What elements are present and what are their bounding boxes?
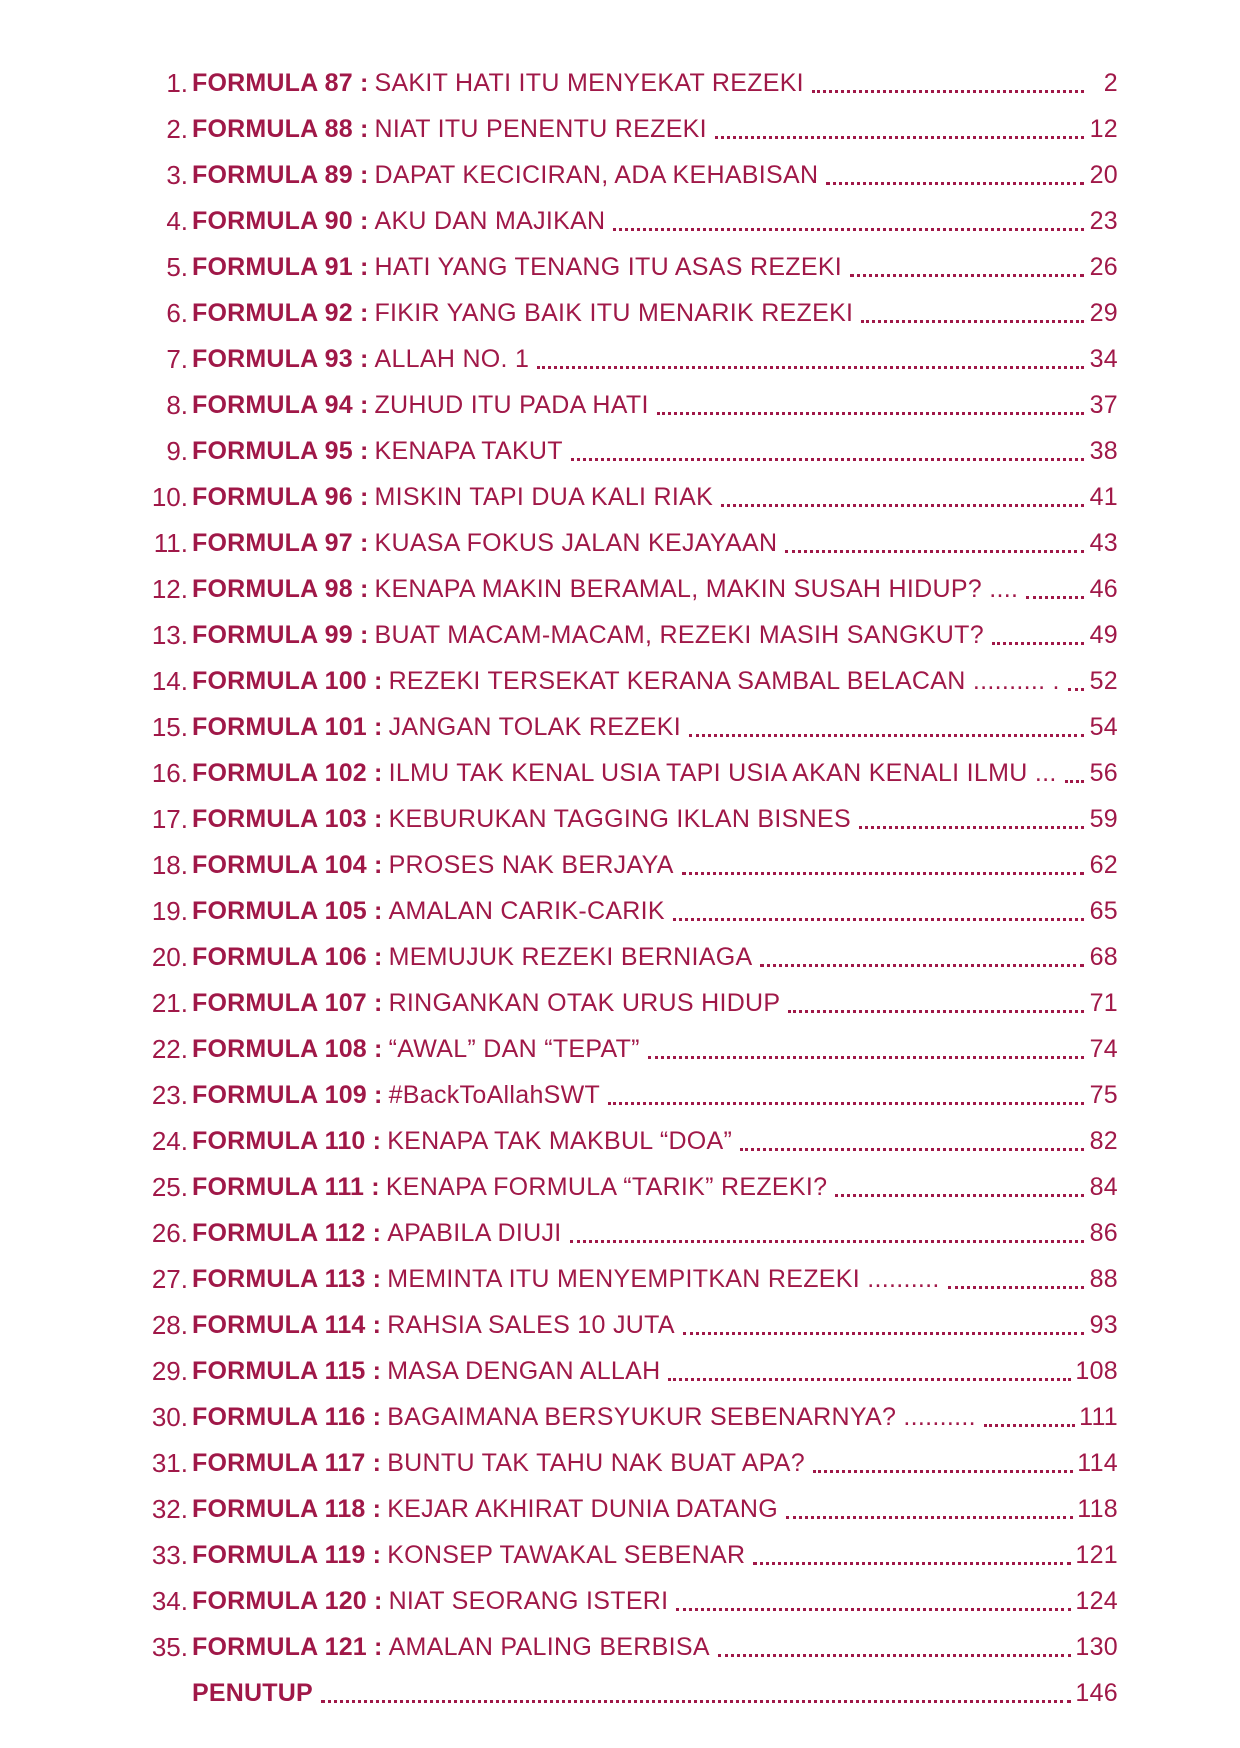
entry-page-number: 130 [1075, 1633, 1118, 1661]
entry-line [192, 244, 1118, 290]
entry-number: 24. [151, 1126, 188, 1156]
entry-line [192, 1118, 1118, 1164]
entry-number: 18. [151, 850, 188, 880]
entry-line [192, 1578, 1118, 1624]
entry-label: FORMULA 115 : [192, 1357, 382, 1385]
dot-leader [992, 642, 1084, 645]
entry-number: 10. [151, 482, 188, 512]
entry-page-number: 41 [1089, 483, 1118, 511]
entry-label: FORMULA 90 : [192, 207, 369, 235]
entry-number: 3. [166, 160, 188, 190]
entry-title: JANGAN TOLAK REZEKI [388, 713, 681, 741]
toc-entry[interactable] [138, 474, 1118, 520]
entry-number: 11. [153, 528, 188, 558]
dot-leader [984, 1424, 1075, 1427]
entry-title: REZEKI TERSEKAT KERANA SAMBAL BELACAN .......... . [388, 667, 1060, 695]
entry-page-number: 108 [1075, 1357, 1118, 1385]
entry-label: FORMULA 99 : [192, 621, 369, 649]
entry-line [192, 1256, 1118, 1302]
entry-line [192, 1394, 1118, 1440]
entry-label: PENUTUP [192, 1679, 313, 1707]
entry-page-number: 124 [1075, 1587, 1118, 1615]
entry-line [192, 1026, 1118, 1072]
entry-title: KUASA FOKUS JALAN KEJAYAAN [374, 529, 778, 557]
entry-label: FORMULA 95 : [192, 437, 369, 465]
entry-line [192, 1302, 1118, 1348]
entry-number: 32. [151, 1494, 188, 1524]
dot-leader [812, 90, 1084, 93]
entry-title: BAGAIMANA BERSYUKUR SEBENARNYA? .......... [387, 1403, 976, 1431]
entry-line [192, 198, 1118, 244]
entry-line [192, 980, 1118, 1026]
dot-leader [813, 1470, 1073, 1473]
dot-leader [850, 274, 1084, 277]
entry-label: FORMULA 93 : [192, 345, 369, 373]
dot-leader [570, 1240, 1084, 1243]
entry-line [192, 888, 1118, 934]
entry-line [192, 336, 1118, 382]
entry-page-number: 88 [1089, 1265, 1118, 1293]
entry-label: FORMULA 116 : [192, 1403, 382, 1431]
toc-entry[interactable] [138, 1440, 1118, 1486]
dot-leader [760, 964, 1084, 967]
toc-entry[interactable] [138, 612, 1118, 658]
entry-page-number: 38 [1089, 437, 1118, 465]
entry-line [192, 704, 1118, 750]
entry-label: FORMULA 112 : [192, 1219, 382, 1247]
toc-entry[interactable] [138, 1072, 1118, 1118]
toc-entry[interactable] [138, 336, 1118, 382]
entry-line [192, 1348, 1118, 1394]
dot-leader [613, 228, 1084, 231]
entry-label: FORMULA 120 : [192, 1587, 383, 1615]
toc-entry[interactable] [138, 382, 1118, 428]
entry-number: 22. [151, 1034, 188, 1064]
entry-title: KENAPA TAKUT [374, 437, 563, 465]
entry-line [192, 1670, 1118, 1716]
entry-label: FORMULA 111 : [192, 1173, 380, 1201]
toc-entry[interactable] [138, 704, 1118, 750]
toc-entry[interactable] [138, 152, 1118, 198]
entry-line [192, 1210, 1118, 1256]
entry-page-number: 62 [1089, 851, 1118, 879]
entry-page-number: 56 [1089, 759, 1118, 787]
dot-leader [785, 550, 1084, 553]
dot-leader [1026, 596, 1084, 599]
entry-title: HATI YANG TENANG ITU ASAS REZEKI [374, 253, 843, 281]
toc-entry[interactable] [138, 1348, 1118, 1394]
entry-number: 30. [151, 1402, 188, 1432]
entry-number: 7. [166, 344, 188, 374]
dot-leader [788, 1010, 1084, 1013]
entry-number: 13. [151, 620, 188, 650]
entry-number: 26. [151, 1218, 188, 1248]
entry-page-number: 71 [1089, 989, 1118, 1017]
entry-number: 23. [151, 1080, 188, 1110]
entry-title: KEBURUKAN TAGGING IKLAN BISNES [388, 805, 851, 833]
entry-line [192, 1164, 1118, 1210]
toc-entry[interactable] [138, 1210, 1118, 1256]
entry-line [192, 290, 1118, 336]
dot-leader [1068, 688, 1084, 691]
toc-entry[interactable] [138, 198, 1118, 244]
entry-label: FORMULA 113 : [192, 1265, 382, 1293]
entry-page-number: 121 [1075, 1541, 1118, 1569]
toc-entry[interactable] [138, 1118, 1118, 1164]
entry-label: FORMULA 114 : [192, 1311, 382, 1339]
dot-leader [321, 1700, 1072, 1703]
toc-entry[interactable] [138, 1624, 1118, 1670]
entry-number: 12. [151, 574, 188, 604]
entry-page-number: 49 [1089, 621, 1118, 649]
entry-page-number: 111 [1079, 1403, 1118, 1431]
entry-number: 35. [151, 1632, 188, 1662]
entry-title: RINGANKAN OTAK URUS HIDUP [388, 989, 781, 1017]
toc-entry[interactable] [138, 1026, 1118, 1072]
entry-label: FORMULA 118 : [192, 1495, 382, 1523]
entry-label: FORMULA 88 : [192, 115, 369, 143]
dot-leader [835, 1194, 1084, 1197]
entry-line [192, 520, 1118, 566]
toc-entry[interactable] [138, 1670, 1118, 1716]
entry-page-number: 26 [1089, 253, 1118, 281]
entry-label: FORMULA 121 : [192, 1633, 383, 1661]
entry-line [192, 474, 1118, 520]
entry-title: PROSES NAK BERJAYA [388, 851, 674, 879]
entry-page-number: 20 [1089, 161, 1118, 189]
toc-entry[interactable] [138, 796, 1118, 842]
toc-entry[interactable] [138, 750, 1118, 796]
toc-entry[interactable] [138, 1486, 1118, 1532]
entry-page-number: 52 [1089, 667, 1118, 695]
entry-title: MEMINTA ITU MENYEMPITKAN REZEKI .......... [387, 1265, 940, 1293]
entry-number: 20. [151, 942, 188, 972]
toc-entry[interactable] [138, 934, 1118, 980]
toc-entry[interactable] [138, 1532, 1118, 1578]
entry-title: MISKIN TAPI DUA KALI RIAK [374, 483, 714, 511]
entry-page-number: 34 [1089, 345, 1118, 373]
entry-title: AKU DAN MAJIKAN [374, 207, 606, 235]
dot-leader [689, 734, 1084, 737]
dot-leader [657, 412, 1084, 415]
entry-page-number: 2 [1103, 69, 1118, 97]
entry-line [192, 1486, 1118, 1532]
dot-leader [668, 1378, 1071, 1381]
entry-number: 21. [151, 988, 188, 1018]
entry-title: MEMUJUK REZEKI BERNIAGA [388, 943, 753, 971]
toc-entry[interactable] [138, 106, 1118, 152]
entry-line [192, 106, 1118, 152]
dot-leader [648, 1056, 1084, 1059]
entry-page-number: 82 [1089, 1127, 1118, 1155]
table-of-contents [138, 60, 1118, 1716]
toc-entry[interactable] [138, 1578, 1118, 1624]
entry-line [192, 566, 1118, 612]
entry-title: MASA DENGAN ALLAH [387, 1357, 661, 1385]
entry-page-number: 46 [1089, 575, 1118, 603]
entry-number: 27. [151, 1264, 188, 1294]
toc-entry[interactable] [138, 566, 1118, 612]
entry-line [192, 382, 1118, 428]
entry-title: KONSEP TAWAKAL SEBENAR [387, 1541, 746, 1569]
entry-label: FORMULA 87 : [192, 69, 369, 97]
entry-label: FORMULA 104 : [192, 851, 383, 879]
entry-label: FORMULA 97 : [192, 529, 369, 557]
entry-label: FORMULA 108 : [192, 1035, 383, 1063]
entry-page-number: 12 [1089, 115, 1118, 143]
toc-entry[interactable] [138, 1302, 1118, 1348]
dot-leader [676, 1608, 1071, 1611]
entry-page-number: 74 [1089, 1035, 1118, 1063]
entry-number: 28. [151, 1310, 188, 1340]
entry-number: 5. [166, 252, 188, 282]
entry-page-number: 84 [1089, 1173, 1118, 1201]
toc-entry[interactable] [138, 428, 1118, 474]
entry-label: FORMULA 96 : [192, 483, 369, 511]
entry-label: FORMULA 105 : [192, 897, 383, 925]
dot-leader [1065, 780, 1084, 783]
entry-title: #BackToAllahSWT [388, 1081, 601, 1109]
entry-title: KENAPA FORMULA “TARIK” REZEKI? [385, 1173, 828, 1201]
entry-label: FORMULA 100 : [192, 667, 383, 695]
entry-label: FORMULA 102 : [192, 759, 383, 787]
entry-number: 17. [151, 804, 188, 834]
entry-line [192, 152, 1118, 198]
entry-line [192, 428, 1118, 474]
entry-number: 6. [166, 298, 188, 328]
dot-leader [683, 1332, 1084, 1335]
entry-label: FORMULA 117 : [192, 1449, 382, 1477]
entry-line [192, 658, 1118, 704]
entry-title: KEJAR AKHIRAT DUNIA DATANG [387, 1495, 778, 1523]
entry-title: FIKIR YANG BAIK ITU MENARIK REZEKI [374, 299, 854, 327]
entry-line [192, 750, 1118, 796]
entry-page-number: 54 [1089, 713, 1118, 741]
entry-title: “AWAL” DAN “TEPAT” [388, 1035, 640, 1063]
entry-line [192, 60, 1118, 106]
toc-entry[interactable] [138, 520, 1118, 566]
toc-entry[interactable] [138, 980, 1118, 1026]
entry-title: RAHSIA SALES 10 JUTA [387, 1311, 675, 1339]
entry-line [192, 934, 1118, 980]
entry-label: FORMULA 109 : [192, 1081, 383, 1109]
entry-number: 25. [151, 1172, 188, 1202]
toc-entry[interactable] [138, 1164, 1118, 1210]
dot-leader [571, 458, 1084, 461]
entry-label: FORMULA 101 : [192, 713, 383, 741]
entry-line [192, 1072, 1118, 1118]
entry-line [192, 796, 1118, 842]
entry-title: NIAT SEORANG ISTERI [388, 1587, 669, 1615]
entry-line [192, 1624, 1118, 1670]
dot-leader [740, 1148, 1084, 1151]
entry-page-number: 114 [1077, 1449, 1118, 1477]
entry-number: 34. [151, 1586, 188, 1616]
toc-entry[interactable] [138, 1394, 1118, 1440]
entry-title: BUNTU TAK TAHU NAK BUAT APA? [387, 1449, 805, 1477]
entry-page-number: 43 [1089, 529, 1118, 557]
toc-entry[interactable] [138, 244, 1118, 290]
entry-title: AMALAN PALING BERBISA [388, 1633, 710, 1661]
entry-line [192, 1532, 1118, 1578]
dot-leader [948, 1286, 1084, 1289]
entry-number: 14. [151, 666, 188, 696]
entry-page-number: 59 [1089, 805, 1118, 833]
entry-line [192, 1440, 1118, 1486]
entry-page-number: 146 [1075, 1679, 1118, 1707]
dot-leader [859, 826, 1084, 829]
dot-leader [715, 136, 1084, 139]
toc-entry[interactable] [138, 60, 1118, 106]
dot-leader [608, 1102, 1084, 1105]
dot-leader [861, 320, 1084, 323]
dot-leader [786, 1516, 1073, 1519]
entry-page-number: 93 [1089, 1311, 1118, 1339]
entry-number: 8. [166, 390, 188, 420]
entry-line [192, 842, 1118, 888]
entry-number: 16. [151, 758, 188, 788]
entry-title: BUAT MACAM-MACAM, REZEKI MASIH SANGKUT? [374, 621, 984, 649]
dot-leader [721, 504, 1084, 507]
entry-label: FORMULA 107 : [192, 989, 383, 1017]
toc-entry[interactable] [138, 290, 1118, 336]
entry-number: 29. [151, 1356, 188, 1386]
entry-label: FORMULA 91 : [192, 253, 369, 281]
entry-label: FORMULA 89 : [192, 161, 369, 189]
entry-number: 4. [166, 206, 188, 236]
entry-title: DAPAT KECICIRAN, ADA KEHABISAN [374, 161, 819, 189]
entry-title: SAKIT HATI ITU MENYEKAT REZEKI [374, 69, 804, 97]
entry-number: 33. [151, 1540, 188, 1570]
entry-label: FORMULA 94 : [192, 391, 369, 419]
toc-entry[interactable] [138, 658, 1118, 704]
entry-label: FORMULA 98 : [192, 575, 369, 603]
toc-entry[interactable] [138, 888, 1118, 934]
entry-page-number: 23 [1089, 207, 1118, 235]
entry-page-number: 65 [1089, 897, 1118, 925]
entry-number: 2. [166, 114, 188, 144]
dot-leader [673, 918, 1084, 921]
dot-leader [826, 182, 1084, 185]
toc-entry[interactable] [138, 1256, 1118, 1302]
entry-page-number: 68 [1089, 943, 1118, 971]
entry-page-number: 37 [1089, 391, 1118, 419]
entry-number: 9. [166, 436, 188, 466]
dot-leader [753, 1562, 1071, 1565]
entry-title: KENAPA TAK MAKBUL “DOA” [387, 1127, 733, 1155]
entry-number: 31. [151, 1448, 188, 1478]
entry-title: KENAPA MAKIN BERAMAL, MAKIN SUSAH HIDUP? .... [374, 575, 1019, 603]
entry-number: 15. [151, 712, 188, 742]
entry-title: APABILA DIUJI [387, 1219, 562, 1247]
entry-title: ALLAH NO. 1 [374, 345, 530, 373]
entry-title: ZUHUD ITU PADA HATI [374, 391, 649, 419]
entry-title: AMALAN CARIK-CARIK [388, 897, 665, 925]
entry-line [192, 612, 1118, 658]
entry-title: NIAT ITU PENENTU REZEKI [374, 115, 707, 143]
entry-label: FORMULA 106 : [192, 943, 383, 971]
entry-label: FORMULA 119 : [192, 1541, 382, 1569]
entry-number: 1. [166, 68, 188, 98]
dot-leader [718, 1654, 1072, 1657]
entry-page-number: 118 [1077, 1495, 1118, 1523]
entry-label: FORMULA 103 : [192, 805, 383, 833]
entry-label: FORMULA 110 : [192, 1127, 382, 1155]
entry-label: FORMULA 92 : [192, 299, 369, 327]
toc-entry[interactable] [138, 842, 1118, 888]
dot-leader [537, 366, 1084, 369]
entry-page-number: 75 [1089, 1081, 1118, 1109]
dot-leader [682, 872, 1084, 875]
entry-title: ILMU TAK KENAL USIA TAPI USIA AKAN KENALI ILMU ... [388, 759, 1057, 787]
entry-page-number: 86 [1089, 1219, 1118, 1247]
entry-page-number: 29 [1089, 299, 1118, 327]
entry-number: 19. [151, 896, 188, 926]
